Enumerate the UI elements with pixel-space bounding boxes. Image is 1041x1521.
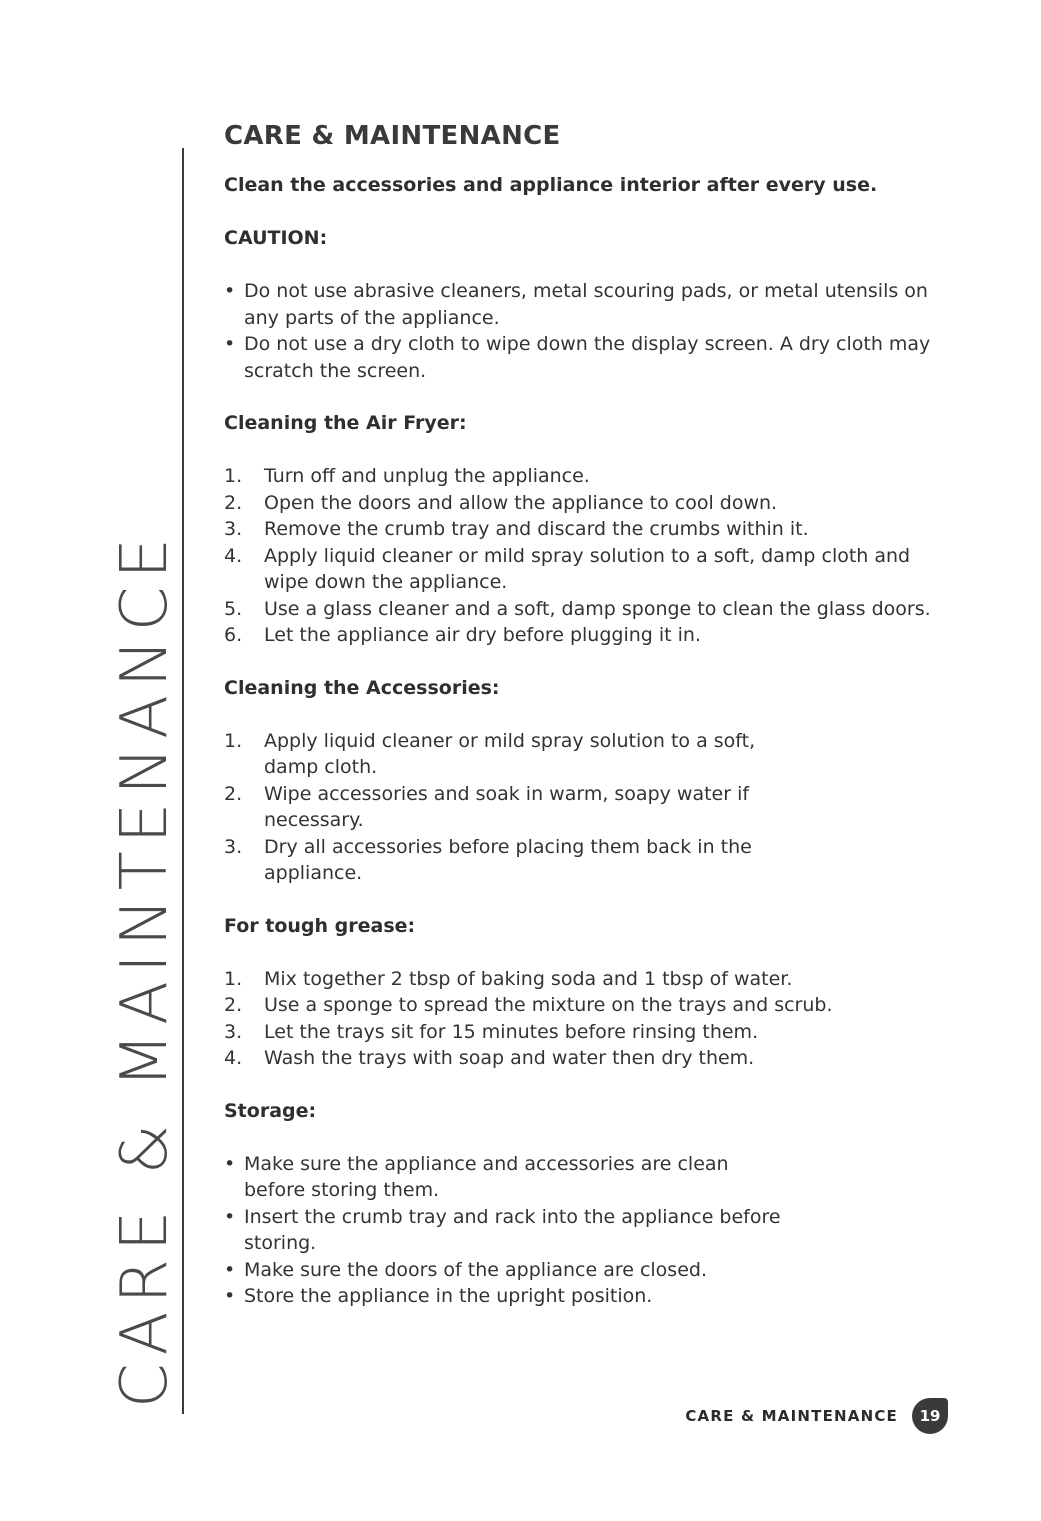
accessories-steps xyxy=(224,728,784,887)
vertical-divider xyxy=(182,148,184,1414)
step-item xyxy=(224,543,944,596)
step-item xyxy=(224,992,944,1019)
step-item xyxy=(224,728,784,781)
step-item xyxy=(224,834,784,887)
storage-item-text: Store the appliance in the upright position. xyxy=(244,1285,653,1307)
grease-heading: For tough grease: xyxy=(224,914,416,937)
storage-item-text: Make sure the doors of the appliance are closed. xyxy=(244,1258,707,1281)
step-number: 4. xyxy=(224,1047,243,1069)
step-text: Dry all accessories before placing them back in the appliance. xyxy=(264,835,752,884)
step-number: 4. xyxy=(224,544,243,567)
storage-item-text: Insert the crumb tray and rack into the appliance before storing. xyxy=(244,1205,781,1254)
step-number: 2. xyxy=(224,782,243,805)
main-content xyxy=(224,118,944,1336)
storage-item xyxy=(224,1257,784,1284)
caution-item-text: Do not use abrasive cleaners, metal scouring pads, or metal utensils on any parts of the appliance. xyxy=(244,280,928,329)
step-text: Apply liquid cleaner or mild spray solution to a soft, damp cloth and wipe down the appliance. xyxy=(264,544,911,593)
page-number-badge: 19 xyxy=(912,1398,948,1434)
grease-steps xyxy=(224,966,944,1072)
step-number: 5. xyxy=(224,597,243,620)
step-item xyxy=(224,781,784,834)
bullet-icon: • xyxy=(224,1205,236,1228)
step-number: 2. xyxy=(224,491,243,514)
caution-item xyxy=(224,278,944,331)
step-number: 1. xyxy=(224,729,243,752)
footer-section-label: CARE & MAINTENANCE xyxy=(685,1407,898,1425)
step-text: Let the appliance air dry before plugging it in. xyxy=(264,624,701,646)
step-item xyxy=(224,596,944,623)
side-section-title: CARE & MAINTENANCE xyxy=(108,530,182,1408)
step-text: Turn off and unplug the appliance. xyxy=(264,465,590,487)
step-text: Let the trays sit for 15 minutes before rinsing them. xyxy=(264,1020,759,1043)
step-text: Open the doors and allow the appliance to cool down. xyxy=(264,491,778,514)
step-item xyxy=(224,463,944,490)
air-fryer-steps xyxy=(224,463,944,649)
step-text: Remove the crumb tray and discard the crumbs within it. xyxy=(264,518,809,540)
step-number: 3. xyxy=(224,1020,243,1043)
storage-item xyxy=(224,1151,784,1204)
storage-list xyxy=(224,1151,784,1310)
step-text: Use a glass cleaner and a soft, damp sponge to clean the glass doors. xyxy=(264,597,931,620)
caution-item xyxy=(224,331,944,384)
step-text: Use a sponge to spread the mixture on the trays and scrub. xyxy=(264,994,833,1016)
step-number: 6. xyxy=(224,624,243,646)
step-item xyxy=(224,1045,944,1072)
step-item xyxy=(224,1019,944,1046)
step-number: 3. xyxy=(224,518,243,540)
step-number: 1. xyxy=(224,967,243,990)
step-item xyxy=(224,966,944,993)
bullet-icon: • xyxy=(224,280,236,302)
air-fryer-heading: Cleaning the Air Fryer: xyxy=(224,412,467,434)
lead-instruction: Clean the accessories and appliance interior after every use. xyxy=(224,174,878,196)
storage-item-text: Make sure the appliance and accessories are clean before storing them. xyxy=(244,1152,729,1201)
page-title: CARE & MAINTENANCE xyxy=(224,121,561,151)
step-item xyxy=(224,516,944,543)
step-text: Wipe accessories and soak in warm, soapy water if necessary. xyxy=(264,782,750,831)
step-text: Wash the trays with soap and water then dry them. xyxy=(264,1047,755,1069)
bullet-icon: • xyxy=(224,1152,236,1175)
step-text: Apply liquid cleaner or mild spray solution to a soft, damp cloth. xyxy=(264,729,756,778)
bullet-icon: • xyxy=(224,1285,236,1307)
step-text: Mix together 2 tbsp of baking soda and 1 tbsp of water. xyxy=(264,967,793,990)
caution-item-text: Do not use a dry cloth to wipe down the display screen. A dry cloth may scratch the screen. xyxy=(244,333,931,382)
step-item xyxy=(224,622,944,649)
step-item xyxy=(224,490,944,517)
step-number: 3. xyxy=(224,835,243,858)
caution-heading: CAUTION: xyxy=(224,227,328,249)
bullet-icon: • xyxy=(224,1258,236,1281)
step-number: 2. xyxy=(224,994,243,1016)
storage-heading: Storage: xyxy=(224,1099,317,1122)
bullet-icon: • xyxy=(224,333,236,355)
accessories-heading: Cleaning the Accessories: xyxy=(224,676,500,699)
storage-item xyxy=(224,1283,784,1310)
page-footer xyxy=(685,1398,948,1434)
storage-item xyxy=(224,1204,784,1257)
caution-list xyxy=(224,278,944,384)
step-number: 1. xyxy=(224,465,243,487)
